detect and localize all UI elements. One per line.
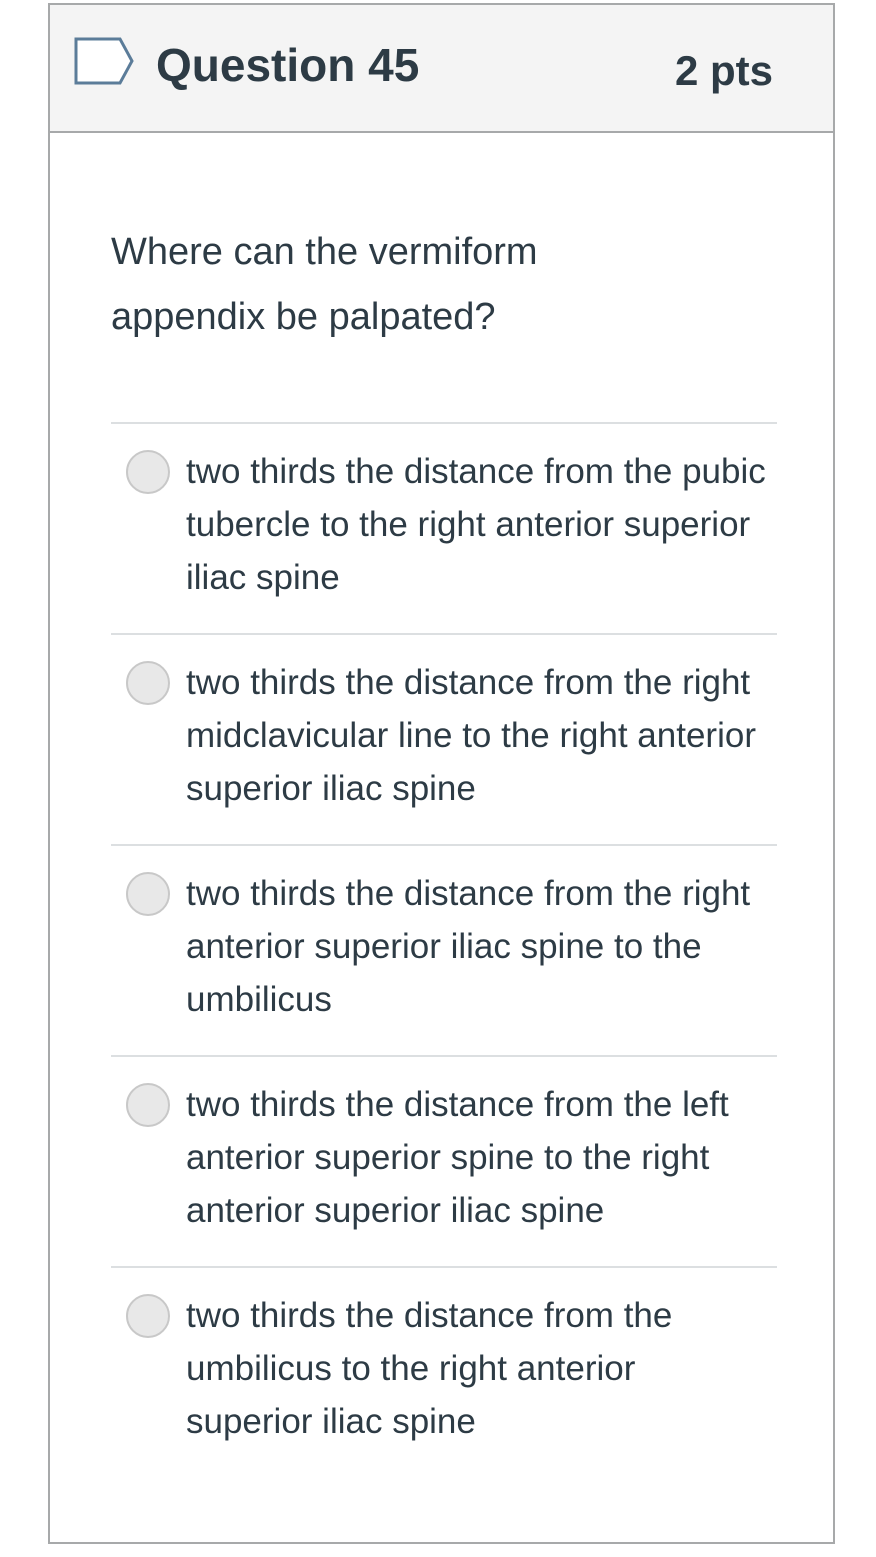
answer-option[interactable] (111, 1055, 777, 1266)
question-points: 2 pts (674, 47, 773, 94)
answer-label[interactable]: two thirds the distance from the umbilicus to the right anterior superior iliac spine (186, 1296, 673, 1441)
answer-radio[interactable] (126, 872, 170, 916)
answer-option[interactable] (111, 422, 777, 633)
answer-radio[interactable] (126, 450, 170, 494)
question-header (50, 5, 833, 133)
answer-option[interactable] (111, 844, 777, 1055)
question-title: Question 45 (156, 39, 420, 91)
question-text: Where can the vermiform appendix be palpated? (111, 231, 538, 338)
answer-radio[interactable] (126, 1294, 170, 1338)
answer-radio[interactable] (126, 661, 170, 705)
answer-label[interactable]: two thirds the distance from the left anterior superior spine to the right anterior superior iliac spine (186, 1085, 729, 1230)
answer-label[interactable]: two thirds the distance from the right midclavicular line to the right anterior superior iliac spine (186, 663, 756, 808)
answer-label[interactable]: two thirds the distance from the pubic tubercle to the right anterior superior iliac spine (186, 452, 766, 597)
question-card (48, 3, 835, 1544)
answer-list (111, 422, 777, 1477)
answer-option[interactable] (111, 633, 777, 844)
answer-option[interactable] (111, 1266, 777, 1477)
answer-radio[interactable] (126, 1083, 170, 1127)
flag-question-icon[interactable] (74, 37, 136, 85)
answer-label[interactable]: two thirds the distance from the right anterior superior iliac spine to the umbilicus (186, 874, 751, 1019)
